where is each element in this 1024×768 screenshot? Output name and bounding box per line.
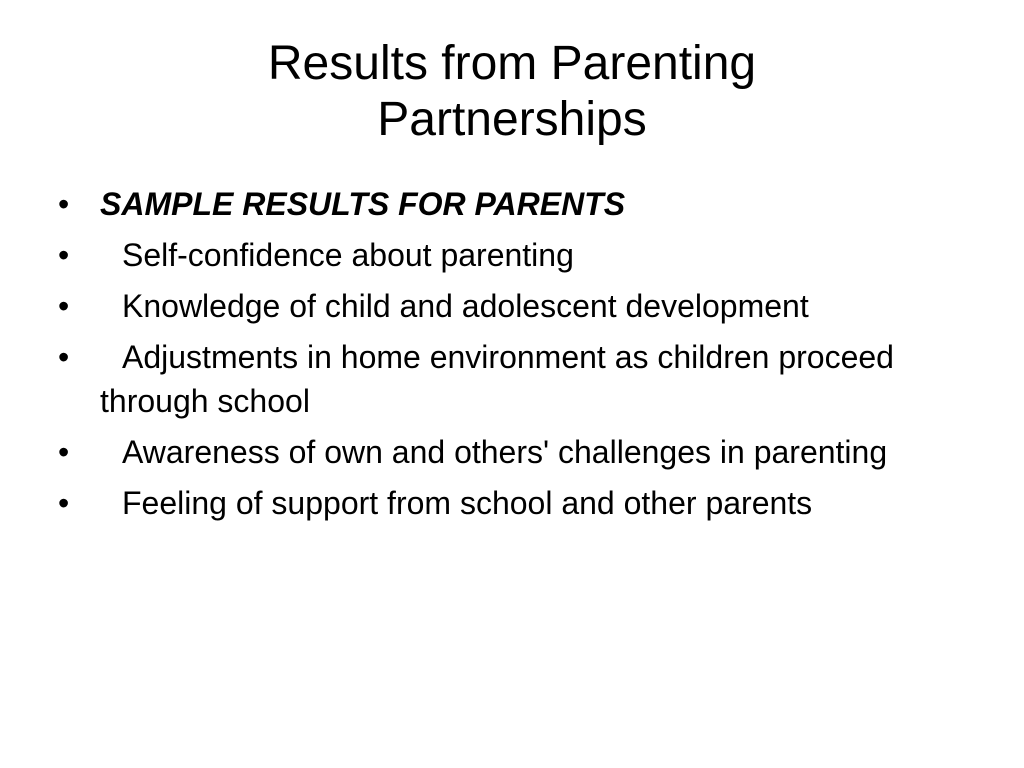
bullet-text-container: [100, 233, 958, 277]
bullet-text-container: [100, 335, 958, 423]
bullet-list: [58, 182, 958, 532]
bullet-dot-icon: •: [58, 434, 70, 470]
bullet-item: [58, 233, 958, 277]
bullet-item: [58, 335, 958, 423]
bullet-dot-icon: •: [58, 237, 70, 273]
bullet-text: SAMPLE RESULTS FOR PARENTS: [100, 186, 626, 222]
bullet-text: Awareness of own and others' challenges in parenting: [122, 434, 888, 470]
bullet-dot-icon: •: [58, 288, 70, 324]
slide-title-line-1: Results from Parenting: [267, 37, 757, 90]
bullet-dot-icon: •: [58, 485, 70, 521]
bullet-text: Adjustments in home environment as children proceed through school: [100, 339, 894, 419]
bullet-item: [58, 481, 958, 525]
bullet-text: Feeling of support from school and other parents: [122, 485, 813, 521]
bullet-dot-icon: •: [58, 186, 70, 222]
bullet-dot-icon: •: [58, 339, 70, 375]
bullet-text-container: [100, 430, 958, 474]
bullet-text-container: [100, 284, 958, 328]
bullet-text: Self-confidence about parenting: [122, 237, 574, 273]
bullet-item: [58, 430, 958, 474]
slide-title: [112, 36, 912, 148]
bullet-item: [58, 284, 958, 328]
slide-title-line-2: Partnerships: [377, 93, 647, 146]
bullet-text-container: [100, 481, 958, 525]
bullet-text: Knowledge of child and adolescent development: [122, 288, 809, 324]
bullet-item-heading: [58, 182, 958, 226]
